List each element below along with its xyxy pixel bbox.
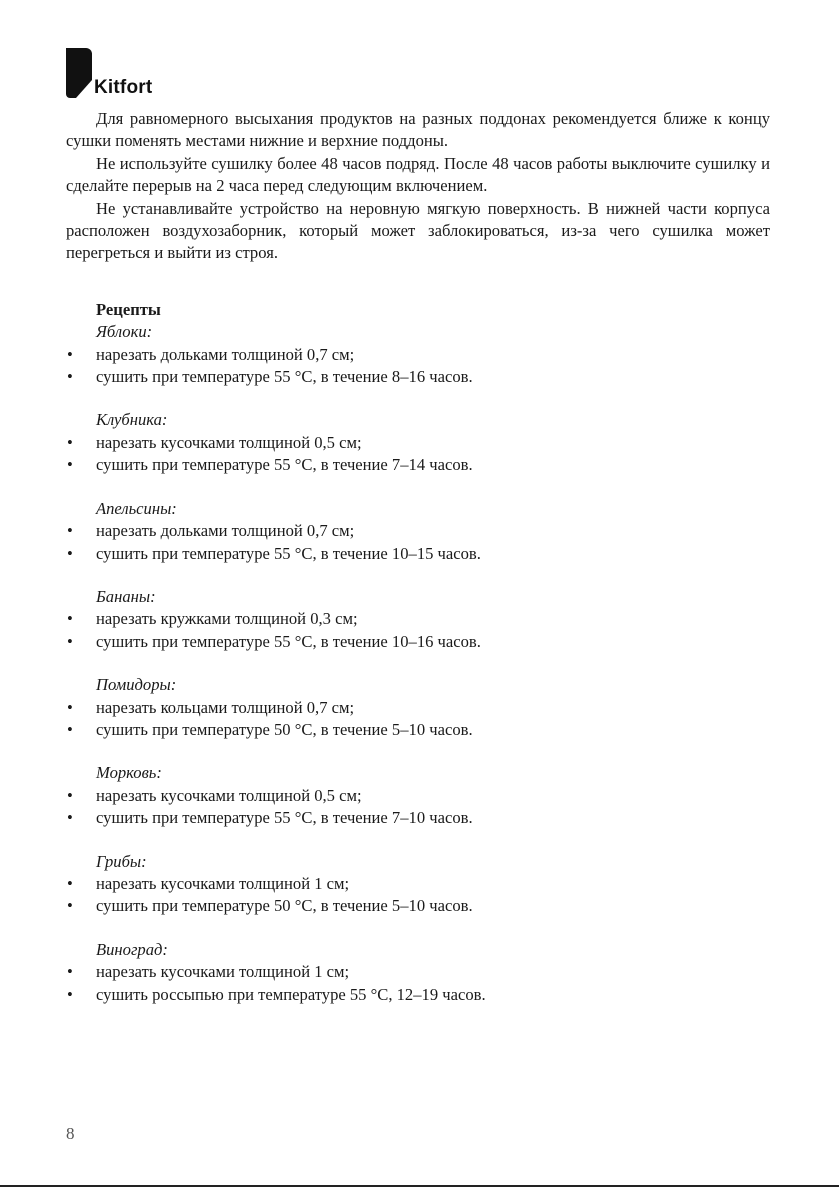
- recipe-steps: [66, 785, 770, 830]
- bullet-icon: •: [67, 873, 73, 893]
- step-text: сушить при температуре 50 °С, в течение 5–10 часов.: [96, 896, 473, 916]
- bullet-icon: •: [67, 455, 73, 475]
- paragraph: Не устанавливайте устройство на неровную мягкую поверхность. В нижней части корпуса расположен воздухозаборник, который может заблокироваться, из-за чего сушилка может перегреться и выйти из строя.: [66, 198, 770, 263]
- bullet-icon: •: [67, 609, 73, 629]
- recipe-name: Грибы:: [96, 851, 147, 871]
- recipe-block: [66, 939, 770, 1006]
- recipe-name: Морковь:: [96, 763, 162, 783]
- bullet-icon: •: [67, 697, 73, 717]
- step-text: нарезать кусочками толщиной 0,5 см;: [96, 432, 362, 452]
- recipe-block: [66, 674, 770, 741]
- recipe-block: [66, 409, 770, 476]
- step-text: нарезать кусочками толщиной 1 см;: [96, 962, 350, 982]
- recipe-list: [66, 321, 770, 1006]
- recipe-steps: [66, 608, 770, 653]
- paragraph: Не используйте сушилку более 48 часов подряд. После 48 часов работы выключите сушилку и сделайте перерыв на 2 часа перед следующим включением.: [66, 153, 770, 196]
- list-item: [66, 895, 770, 917]
- recipe-name: Виноград:: [96, 939, 168, 959]
- list-item: [66, 366, 770, 388]
- step-text: нарезать кусочками толщиной 0,5 см;: [96, 785, 362, 805]
- step-text: нарезать дольками толщиной 0,7 см;: [96, 344, 355, 364]
- step-text: сушить при температуре 55 °С, в течение 7–10 часов.: [96, 808, 473, 828]
- step-text: сушить при температуре 50 °С, в течение 5–10 часов.: [96, 719, 473, 739]
- bullet-icon: •: [67, 631, 73, 651]
- list-item: [66, 719, 770, 741]
- list-item: [66, 961, 770, 983]
- recipe-steps: [66, 697, 770, 742]
- recipe-name: Клубника:: [96, 410, 168, 430]
- list-item: [66, 432, 770, 454]
- bullet-icon: •: [67, 984, 73, 1004]
- recipe-name: Помидоры:: [96, 675, 177, 695]
- recipe-steps: [66, 873, 770, 918]
- document-body: [66, 108, 770, 1006]
- bullet-icon: •: [67, 367, 73, 387]
- bullet-icon: •: [67, 808, 73, 828]
- bullet-icon: •: [67, 543, 73, 563]
- recipe-steps: [66, 432, 770, 477]
- list-item: [66, 454, 770, 476]
- recipe-steps: [66, 344, 770, 389]
- list-item: [66, 520, 770, 542]
- recipe-name: Апельсины:: [96, 498, 177, 518]
- recipe-block: [66, 321, 770, 388]
- page-bottom-rule: [0, 1185, 839, 1187]
- recipe-block: [66, 498, 770, 565]
- step-text: сушить при температуре 55 °С, в течение 7–14 часов.: [96, 455, 473, 475]
- step-text: сушить при температуре 55 °С, в течение 8–16 часов.: [96, 367, 473, 387]
- list-item: [66, 543, 770, 565]
- step-text: сушить россыпью при температуре 55 °С, 12–19 часов.: [96, 984, 486, 1004]
- recipe-block: [66, 586, 770, 653]
- paragraph: Для равномерного высыхания продуктов на разных поддонах рекомендуется ближе к концу сушки поменять местами нижние и верхние поддоны.: [66, 109, 770, 151]
- brand-logo: [66, 48, 186, 100]
- step-text: сушить при температуре 55 °С, в течение 10–16 часов.: [96, 631, 481, 651]
- kitfort-logo-icon: [66, 48, 92, 100]
- recipe-name: Яблоки:: [96, 322, 153, 342]
- recipe-name: Бананы:: [96, 586, 156, 606]
- step-text: сушить при температуре 55 °С, в течение 10–15 часов.: [96, 543, 481, 563]
- list-item: [66, 697, 770, 719]
- bullet-icon: •: [67, 785, 73, 805]
- recipe-steps: [66, 520, 770, 565]
- bullet-icon: •: [67, 719, 73, 739]
- bullet-icon: •: [67, 962, 73, 982]
- bullet-icon: •: [67, 344, 73, 364]
- bullet-icon: •: [67, 432, 73, 452]
- page-number: 8: [66, 1124, 75, 1143]
- list-item: [66, 873, 770, 895]
- brand-name: Kitfort: [94, 77, 153, 98]
- recipe-steps: [66, 961, 770, 1006]
- step-text: нарезать кусочками толщиной 1 см;: [96, 873, 350, 893]
- recipe-block: [66, 851, 770, 918]
- list-item: [66, 631, 770, 653]
- recipe-block: [66, 762, 770, 829]
- step-text: нарезать кружками толщиной 0,3 см;: [96, 609, 358, 629]
- list-item: [66, 608, 770, 630]
- bullet-icon: •: [67, 521, 73, 541]
- list-item: [66, 785, 770, 807]
- list-item: [66, 984, 770, 1006]
- step-text: нарезать дольками толщиной 0,7 см;: [96, 521, 355, 541]
- bullet-icon: •: [67, 896, 73, 916]
- list-item: [66, 344, 770, 366]
- list-item: [66, 807, 770, 829]
- step-text: нарезать кольцами толщиной 0,7 см;: [96, 697, 355, 717]
- section-title-recipes: Рецепты: [96, 299, 161, 319]
